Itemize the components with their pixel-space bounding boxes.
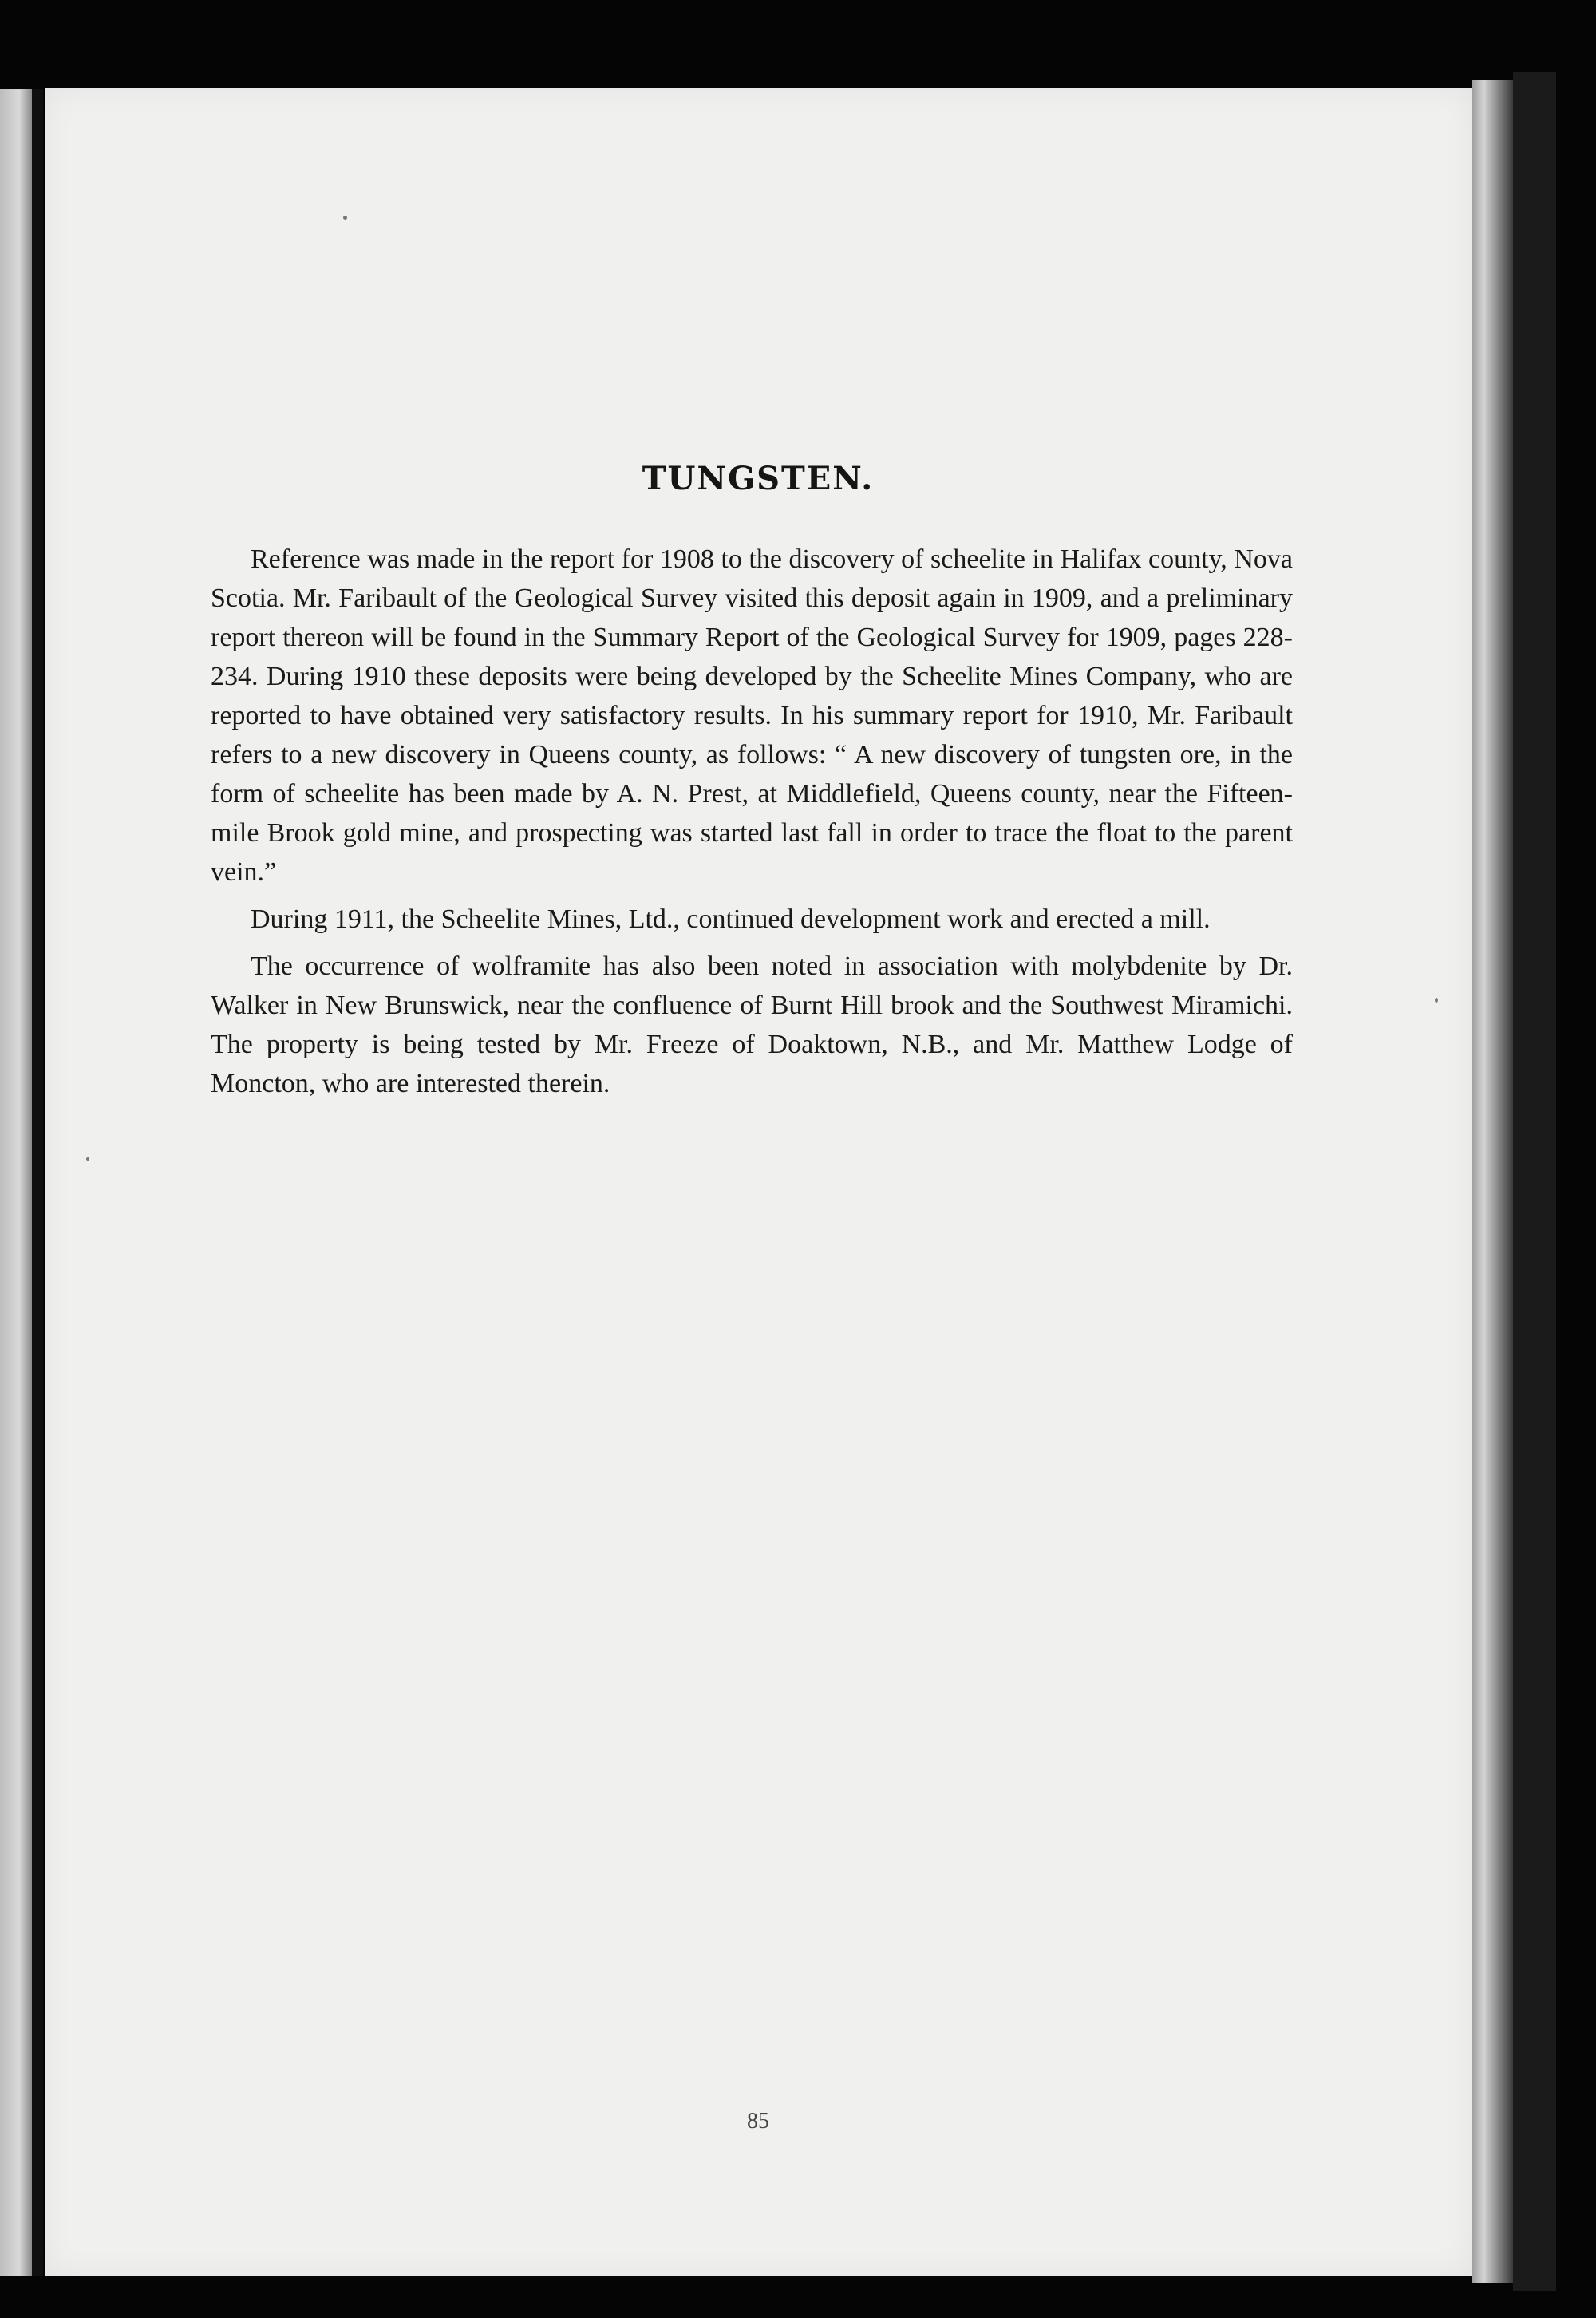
paragraph: The occurrence of wolframite has also been noted in association with molybdenite by Dr. Walker in New Brunswick, near the confluence of Burnt Hill brook and the Southwest Miramichi. The property is being tested by Mr. Freeze of Doaktown, N.B., and Mr. Matthew Lodge of Moncton, who are interested therein.	[211, 951, 1293, 1098]
document-page	[45, 88, 1472, 2276]
page-title: TUNGSTEN.	[642, 460, 875, 497]
paragraph: Reference was made in the report for 1908 to the discovery of scheelite in Halifax county, Nova Scotia. Mr. Faribault of the Geological Survey visited this deposit again in 1909, and a preliminary report thereon will be found in the Summary Report of the Geological Survey for 1909, pages 228-234. During 1910 these deposits were being developed by the Scheelite Mines Company, who are reported to have obtained very satisfactory results. In his summary report for 1910, Mr. Faribault refers to a new discovery in Queens county, as follows: “ A new discovery of tungsten ore, in the form of scheelite has been made by A. N. Prest, at Middlefield, Queens county, near the Fifteen-mile Brook gold mine, and prospecting was started last fall in order to trace the float to the parent vein.”	[211, 544, 1293, 887]
page-number: 85	[747, 2109, 769, 2134]
paragraph: During 1911, the Scheelite Mines, Ltd., continued development work and erected a mill.	[251, 904, 1211, 934]
page-gutter	[32, 89, 43, 2276]
binding-strip	[1472, 80, 1513, 2283]
scan-speck	[343, 216, 347, 220]
binding-shadow	[1513, 72, 1556, 2291]
body-text	[211, 540, 1293, 1111]
scan-speck	[1435, 998, 1438, 1003]
facing-page-edge	[0, 89, 32, 2276]
scan-speck	[86, 1157, 89, 1161]
